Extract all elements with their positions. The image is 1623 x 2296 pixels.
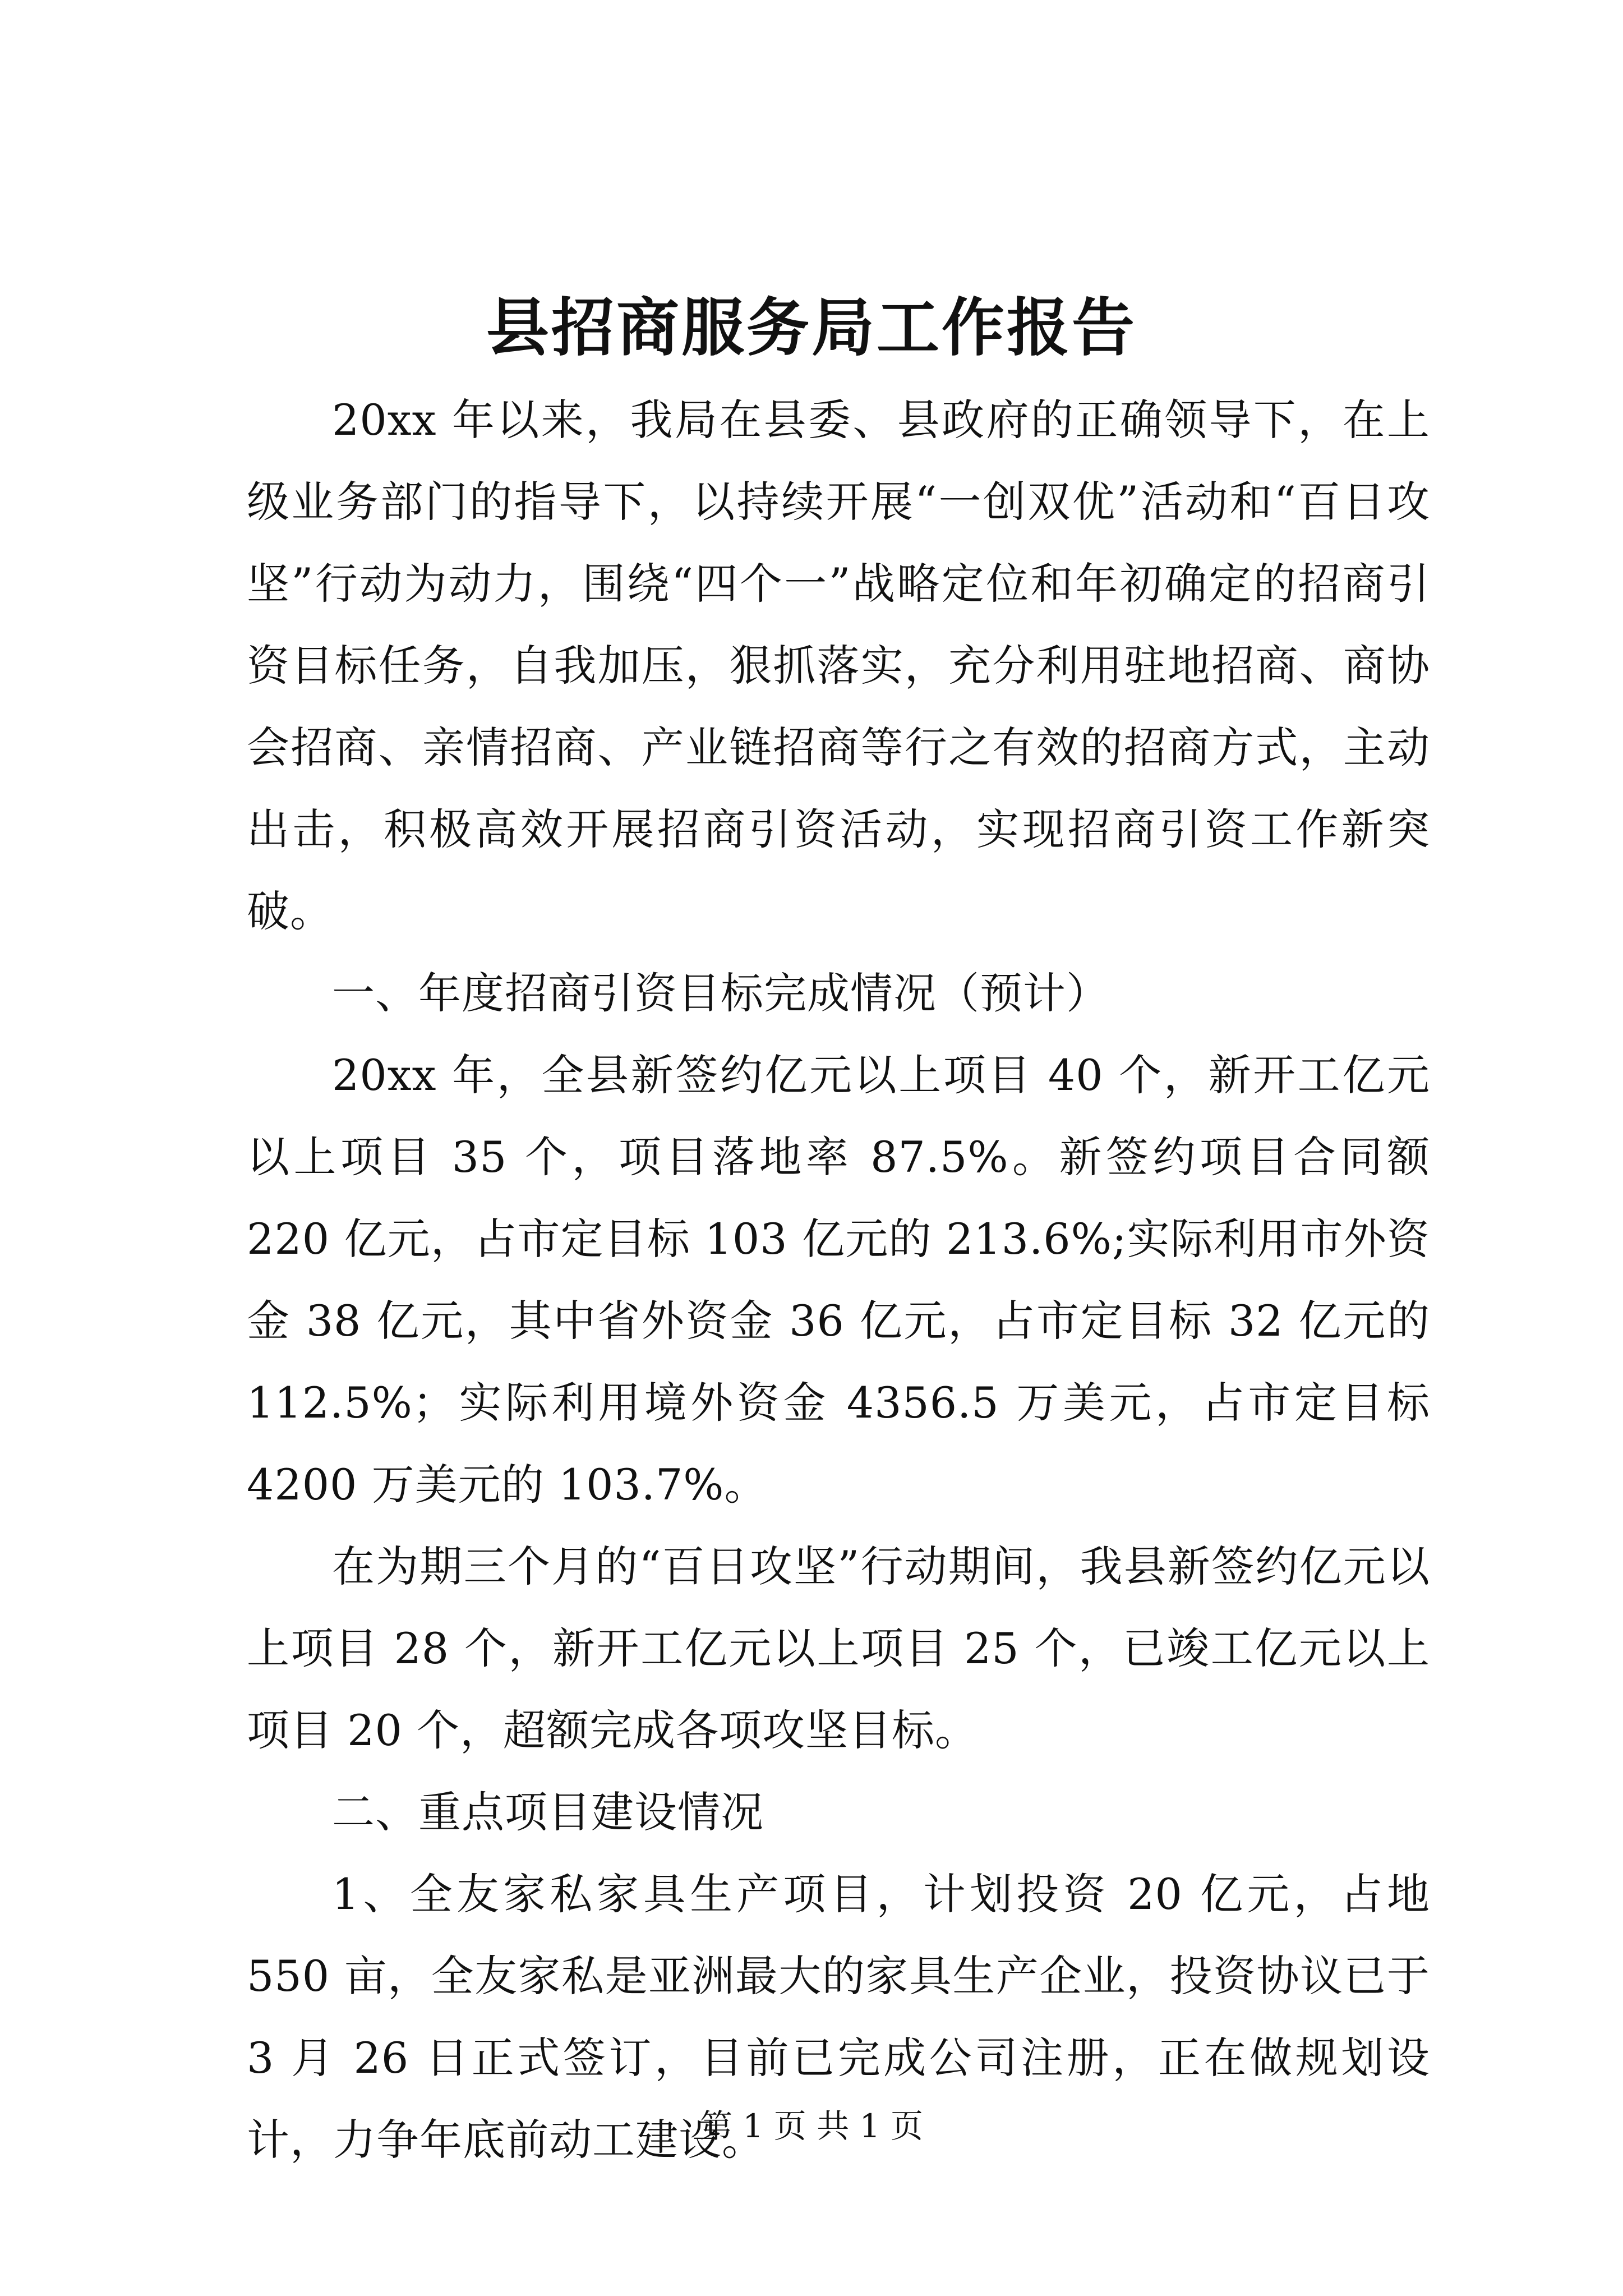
- document-body: [247, 379, 1430, 2181]
- page-footer: 第 1 页 共 1 页: [700, 2107, 923, 2145]
- intro-paragraph: 20xx 年以来，我局在县委、县政府的正确领导下，在上级业务部门的指导下，以持续开展“一创双优”活动和“百日攻坚”行动为动力，围绕“四个一”战略定位和年初确定的招商引资目标任务，自我加压，狠抓落实，充分利用驻地招商、商协会招商、亲情招商、产业链招商等行之有效的招商方式，主动出击，积极高效开展招商引资活动，实现招商引资工作新突破。: [247, 395, 1430, 936]
- target-completion-paragraph: 20xx 年，全县新签约亿元以上项目 40 个，新开工亿元以上项目 35 个，项目落地率 87.5%。新签约项目合同额 220 亿元，占市定目标 103 亿元的 213.6%;实际利用市外资金 38 亿元，其中省外资金 36 亿元，占市定目标 32 亿元的 112.5%；实际利用境外资金 4356.5 万美元，占市定目标 4200 万美元的 103.7%。: [247, 1050, 1430, 1510]
- section-heading-1: 一、年度招商引资目标完成情况（预计）: [332, 968, 1109, 1018]
- section-heading-2: 二、重点项目建设情况: [332, 1787, 764, 1837]
- hundred-day-paragraph: 在为期三个月的“百日攻坚”行动期间，我县新签约亿元以上项目 28 个，新开工亿元以上项目 25 个，已竣工亿元以上项目 20 个，超额完成各项攻坚目标。: [247, 1542, 1430, 1755]
- project-paragraph-1: 1、全友家私家具生产项目，计划投资 20 亿元，占地 550 亩，全友家私是亚洲最大的家具生产企业，投资协议已于 3 月 26 日正式签订，目前已完成公司注册，正在做规划设计，力争年底前动工建设。: [247, 1869, 1430, 2165]
- document-title: 县招商服务局工作报告: [486, 291, 1137, 365]
